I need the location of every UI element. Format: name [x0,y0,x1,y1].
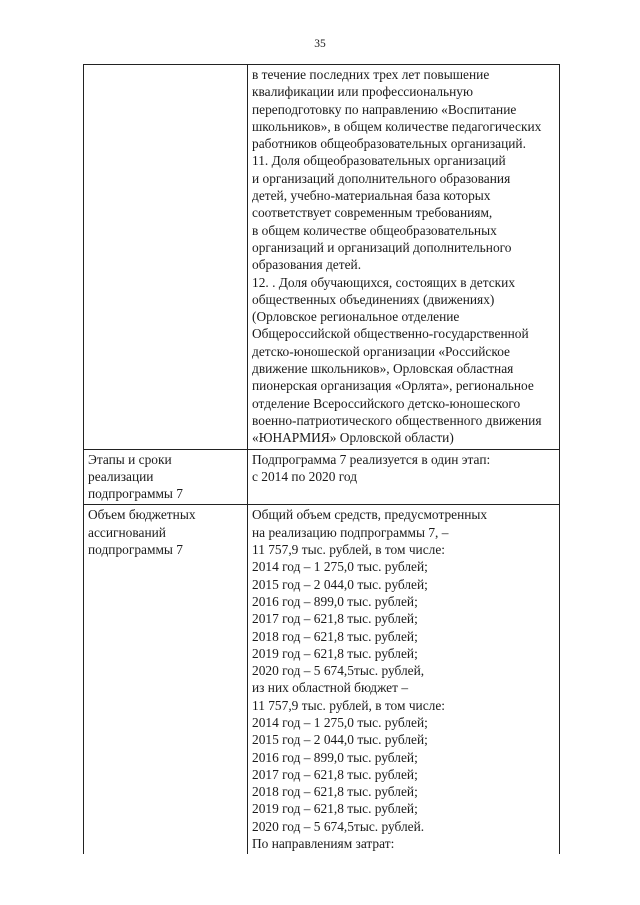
value-line: Общий объем средств, предусмотренных [252,507,488,523]
value-line: образования детей. [252,257,362,273]
label-line: Объем бюджетных [88,507,196,523]
label-line: подпрограммы 7 [88,542,183,558]
value-line: военно-патриотического общественного движения [252,412,542,428]
value-line: 11 757,9 тыс. рублей, в том числе: [252,542,446,558]
value-line: детей, учебно-материальная база которых [252,188,491,204]
value-line: в течение последних трех лет повышение [252,67,490,82]
value-line: «ЮНАРМИЯ» Орловской области) [252,430,454,446]
value-line: Общероссийской общественно-государственной [252,326,529,342]
value-line: 11. Доля общеобразовательных организаций [252,153,506,169]
value-line: из них областной бюджет – [252,680,409,696]
row-label-cell [84,65,248,450]
value-line: школьников», в общем количестве педагогических [252,118,542,134]
value-line: 2019 год – 621,8 тыс. рублей; [252,645,418,661]
value-line: 11 757,9 тыс. рублей, в том числе: [252,697,446,713]
value-line: 2014 год – 1 275,0 тыс. рублей; [252,714,428,730]
value-line: переподготовку по направлению «Воспитание [252,101,517,117]
value-line: 2019 год – 621,8 тыс. рублей; [252,801,418,817]
value-line: 2016 год – 899,0 тыс. рублей; [252,749,418,765]
value-line: 2018 год – 621,8 тыс. рублей; [252,628,418,644]
value-line: с 2014 по 2020 год [252,468,358,484]
value-line: на реализацию подпрограммы 7, – [252,524,449,540]
label-line: реализации [88,468,154,484]
label-line: ассигнований [88,524,166,540]
value-line: 2017 год – 621,8 тыс. рублей; [252,766,418,782]
value-line: пионерская организация «Орлята», региональное [252,378,534,394]
value-line: 2020 год – 5 674,5тыс. рублей. [252,818,425,834]
row-label-cell [84,449,248,505]
value-line: 2020 год – 5 674,5тыс. рублей, [252,663,425,679]
value-line: квалификации или профессиональную [252,84,473,100]
value-line: 2016 год – 899,0 тыс. рублей; [252,593,418,609]
value-line: работников общеобразовательных организаций. [252,136,526,152]
label-line: подпрограммы 7 [88,486,183,502]
value-line: 2014 год – 1 275,0 тыс. рублей; [252,559,428,575]
value-line: (Орловское региональное отделение [252,309,460,325]
subprogram-passport-table [83,64,560,854]
value-line: По направлениям затрат: [252,836,395,852]
row-label-cell [84,505,248,854]
value-line: соответствует современным требованиям, [252,205,493,221]
table-row [84,505,560,854]
value-line: в общем количестве общеобразовательных [252,222,497,238]
value-line: и организаций дополнительного образования [252,170,511,186]
value-line: общественных объединениях (движениях) [252,291,495,307]
row-value-cell [248,65,560,450]
value-line: 2017 год – 621,8 тыс. рублей; [252,611,418,627]
value-line: 12. . Доля обучающихся, состоящих в детских [252,274,516,290]
value-line: детско-юношеской организации «Российское [252,343,510,359]
value-line: отделение Всероссийского детско-юношеского [252,395,521,411]
value-line: 2015 год – 2 044,0 тыс. рублей; [252,732,428,748]
value-line: движение школьников», Орловская областная [252,361,514,377]
table-row [84,65,560,450]
value-line: Подпрограмма 7 реализуется в один этап: [252,451,491,467]
value-line: 2018 год – 621,8 тыс. рублей; [252,784,418,800]
value-line: организаций и организаций дополнительного [252,239,512,255]
row-value-cell [248,449,560,505]
table-row [84,449,560,505]
label-line: Этапы и сроки [88,451,172,467]
row-value-cell [248,505,560,854]
page-number: 35 [314,38,326,50]
value-line: 2015 год – 2 044,0 тыс. рублей; [252,576,428,592]
